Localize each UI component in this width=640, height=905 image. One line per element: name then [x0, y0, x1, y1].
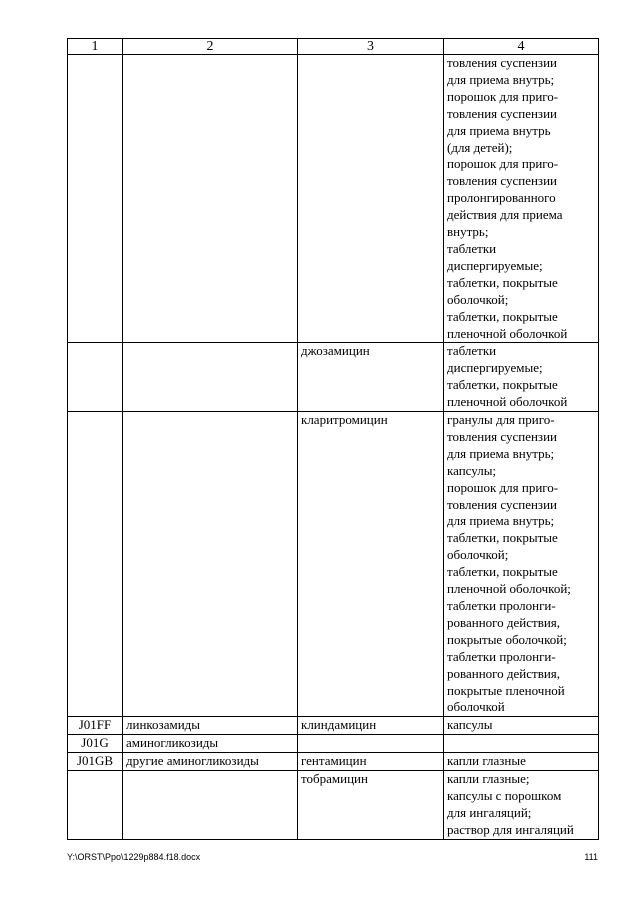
- dosage-form-line: порошок для приго-: [447, 156, 559, 172]
- dosage-form-line: для приема внутрь: [447, 122, 551, 138]
- dosage-form-line: [447, 735, 595, 752]
- drug-name-cell: [298, 735, 444, 753]
- header-col-2: 2: [123, 39, 298, 55]
- table-row: [68, 771, 599, 840]
- dosage-form-line: покрытые пленочной: [447, 682, 565, 698]
- atc-code-cell: J01FF: [68, 717, 123, 735]
- dosage-form-line: для приема внутрь;: [447, 445, 555, 461]
- dosage-form-line: таблетки, покрытые: [447, 274, 558, 290]
- dosage-forms-cell: [444, 735, 599, 753]
- dosage-form-line: порошок для приго-: [447, 88, 559, 104]
- atc-code-cell: [68, 412, 123, 717]
- dosage-form-line: гранулы для приго-: [447, 412, 555, 428]
- dosage-form-line: таблетки пролонги-: [447, 598, 556, 613]
- atc-code-cell: J01GB: [68, 753, 123, 771]
- dosage-form-line: покрытые оболочкой;: [447, 631, 567, 647]
- drug-name-cell: [298, 55, 444, 343]
- dosage-form-line: капли глазные;: [447, 771, 530, 787]
- dosage-form-line: товления суспензии: [447, 105, 557, 121]
- drug-name-cell: джозамицин: [298, 343, 444, 412]
- group-name-cell: линкозамиды: [123, 717, 298, 735]
- dosage-form-line: таблетки пролонги-: [447, 648, 556, 664]
- dosage-form-line: таблетки, покрытые: [447, 377, 558, 393]
- dosage-form-line: диспергируемые;: [447, 360, 543, 376]
- drug-name-cell: тобрамицин: [298, 771, 444, 840]
- dosage-form-line: товления суспензии: [447, 55, 557, 70]
- dosage-form-line: действия для приема: [447, 207, 563, 223]
- table-row: [68, 717, 599, 735]
- drug-name-cell: гентамицин: [298, 753, 444, 771]
- dosage-form-line: таблетки: [447, 343, 497, 359]
- dosage-form-line: капли глазные: [447, 753, 526, 769]
- dosage-forms-cell: [444, 717, 599, 735]
- group-name-cell: [123, 412, 298, 717]
- dosage-form-line: для приема внутрь;: [447, 513, 555, 529]
- dosage-form-line: товления суспензии: [447, 496, 557, 512]
- atc-code-cell: [68, 55, 123, 343]
- footer-file-path: Y:\ORST\Ppo\1229p884.f18.docx: [67, 852, 201, 862]
- dosage-form-line: пленочной оболочкой: [447, 325, 568, 341]
- dosage-form-line: рованного действия,: [447, 614, 561, 630]
- table-body: [68, 39, 599, 840]
- dosage-form-line: таблетки, покрытые: [447, 564, 558, 580]
- dosage-form-line: оболочкой: [447, 699, 505, 715]
- dosage-form-line: товления суспензии: [447, 428, 557, 444]
- atc-code-cell: [68, 771, 123, 840]
- dosage-form-line: оболочкой;: [447, 547, 509, 563]
- drug-name-cell: кларитромицин: [298, 412, 444, 717]
- dosage-form-line: товления суспензии: [447, 173, 557, 189]
- dosage-forms-cell: [444, 771, 599, 840]
- group-name-cell: [123, 771, 298, 840]
- dosage-forms-cell: [444, 55, 599, 343]
- dosage-forms-cell: [444, 343, 599, 412]
- group-name-cell: [123, 343, 298, 412]
- dosage-form-line: таблетки, покрытые: [447, 308, 558, 324]
- footer-page-number: 111: [584, 852, 598, 862]
- header-col-3: 3: [298, 39, 444, 55]
- table-row: [68, 55, 599, 343]
- drug-name-cell: клиндамицин: [298, 717, 444, 735]
- dosage-form-line: внутрь;: [447, 224, 489, 240]
- atc-code-cell: [68, 343, 123, 412]
- dosage-form-line: капсулы;: [447, 462, 497, 478]
- header-row: [68, 39, 599, 55]
- dosage-form-line: для ингаляций;: [447, 804, 532, 820]
- header-col-4: 4: [444, 39, 599, 55]
- drug-table: [67, 38, 599, 840]
- dosage-form-line: пленочной оболочкой: [447, 394, 568, 410]
- dosage-form-line: таблетки: [447, 240, 497, 256]
- dosage-form-line: капсулы с порошком: [447, 787, 562, 803]
- dosage-form-line: оболочкой;: [447, 291, 509, 307]
- dosage-form-line: пролонгированного: [447, 190, 556, 206]
- table-row: [68, 343, 599, 412]
- dosage-form-line: для приема внутрь;: [447, 71, 555, 87]
- dosage-forms-cell: [444, 412, 599, 717]
- group-name-cell: другие аминогликозиды: [123, 753, 298, 771]
- dosage-form-line: диспергируемые;: [447, 257, 543, 273]
- group-name-cell: аминогликозиды: [123, 735, 298, 753]
- dosage-form-line: рованного действия,: [447, 665, 561, 681]
- table-row: [68, 753, 599, 771]
- dosage-form-line: капсулы: [447, 717, 493, 733]
- dosage-form-line: (для детей);: [447, 139, 513, 155]
- dosage-form-line: таблетки, покрытые: [447, 530, 558, 546]
- dosage-forms-cell: [444, 753, 599, 771]
- dosage-form-line: пленочной оболочкой;: [447, 581, 571, 597]
- header-col-1: 1: [68, 39, 123, 55]
- table-row: [68, 412, 599, 717]
- atc-code-cell: J01G: [68, 735, 123, 753]
- dosage-form-line: порошок для приго-: [447, 479, 559, 495]
- table-row: [68, 735, 599, 753]
- group-name-cell: [123, 55, 298, 343]
- dosage-form-line: раствор для ингаляций: [447, 821, 574, 837]
